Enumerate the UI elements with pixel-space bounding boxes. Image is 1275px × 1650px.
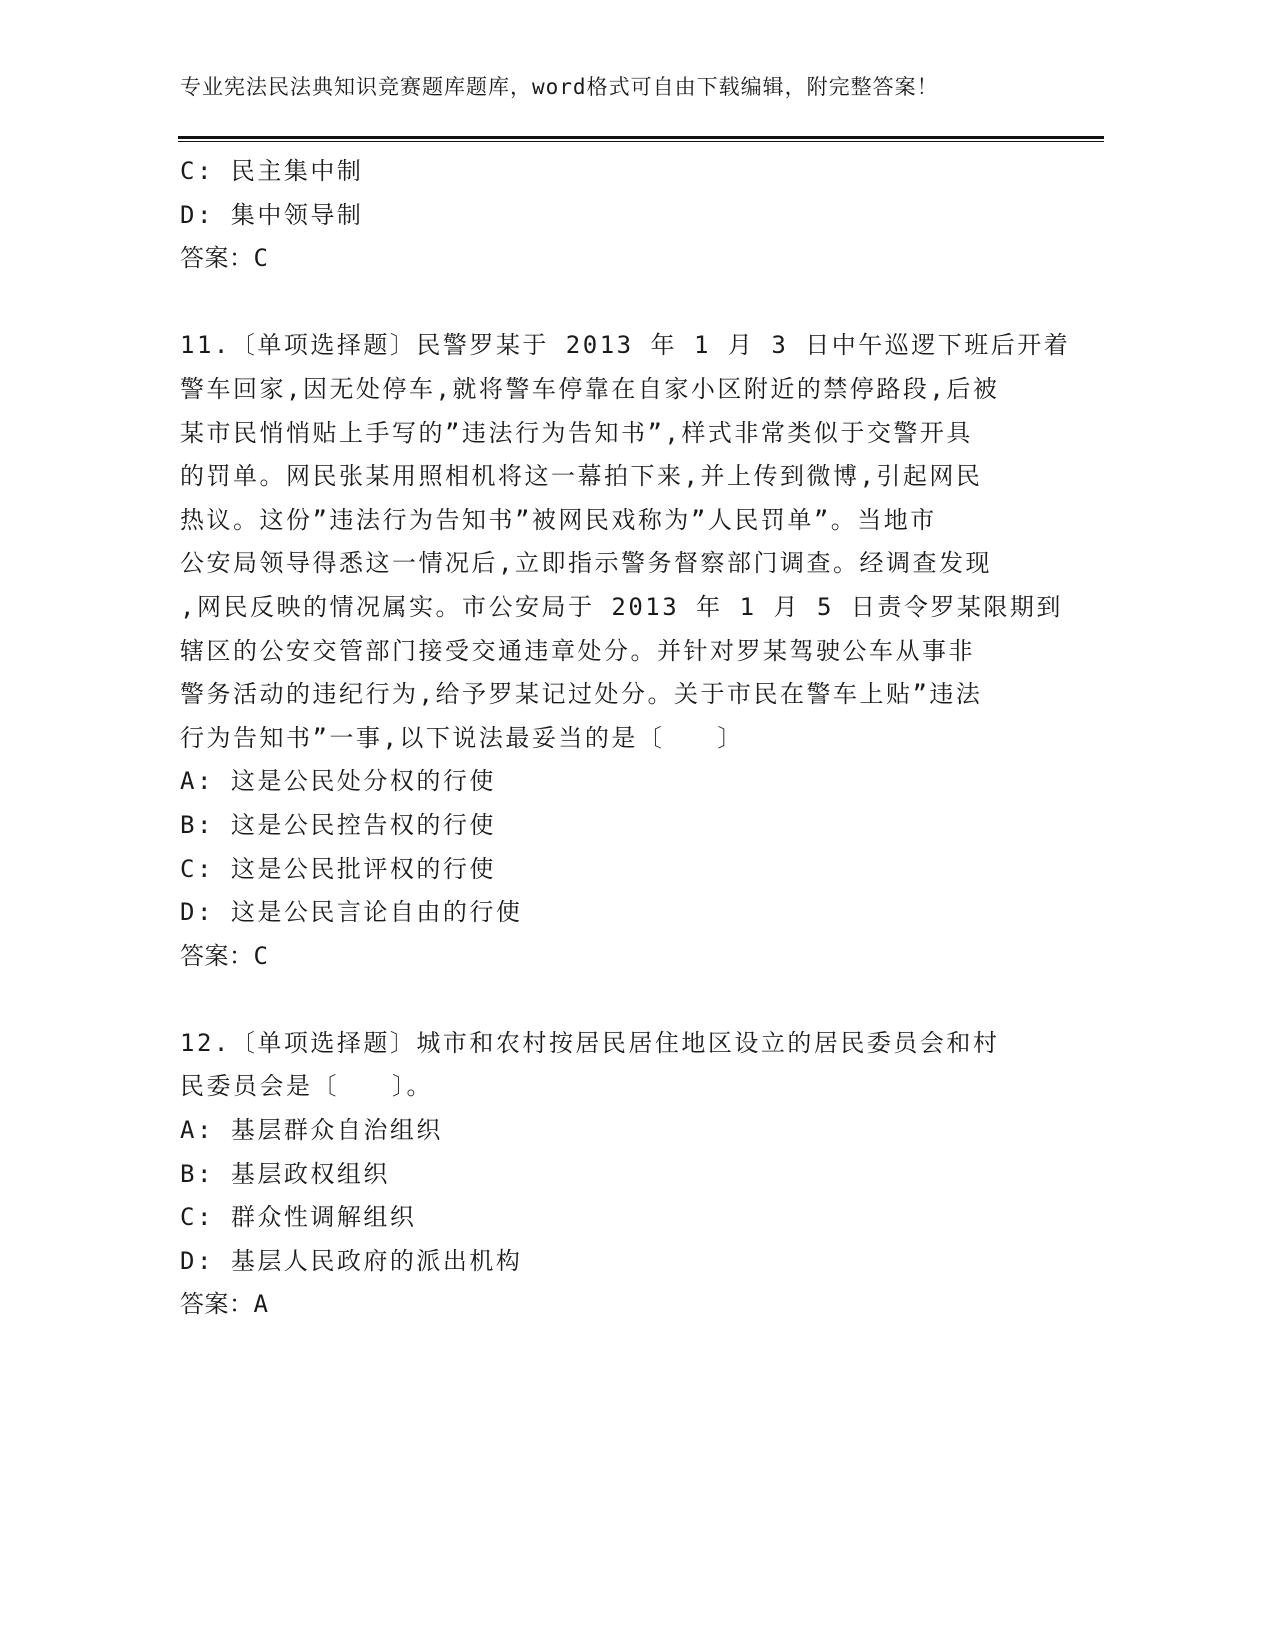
- question-stem-line: 公安局领导得悉这一情况后,立即指示警务督察部门调查。经调查发现: [180, 549, 992, 578]
- question-12: [180, 1022, 1040, 1327]
- question-stem-line: 热议。这份”违法行为告知书”被网民戏称为”人民罚单”。当地市: [180, 505, 937, 534]
- question-stem-line: 12.〔单项选择题〕城市和农村按居民居住地区设立的居民委员会和村: [180, 1028, 1000, 1057]
- option-d: D: 基层人民政府的派出机构: [180, 1246, 523, 1275]
- spacer: [180, 281, 1040, 325]
- answer-line: 答案：A: [180, 1290, 269, 1319]
- option-d: D: 这是公民言论自由的行使: [180, 898, 523, 927]
- question-stem-line: 警车回家,因无处停车,就将警车停靠在自家小区附近的禁停路段,后被: [180, 374, 1000, 403]
- page-header: 专业宪法民法典知识竞赛题库题库，word格式可自由下载编辑，附完整答案！: [180, 75, 939, 99]
- header-divider: [178, 136, 1104, 142]
- question-stem-line: 民委员会是〔 〕。: [180, 1072, 433, 1101]
- option-c: C: 群众性调解组织: [180, 1203, 417, 1232]
- document-body: [180, 150, 1071, 1327]
- question-stem-line: 警务活动的违纪行为,给予罗某记过处分。关于市民在警车上贴”违法: [180, 680, 983, 709]
- question-stem-line: 某市民悄悄贴上手写的”违法行为告知书”,样式非常类似于交警开具: [180, 418, 973, 447]
- question-stem-line: 辖区的公安交管部门接受交通违章处分。并针对罗某驾驶公车从事非: [180, 636, 975, 665]
- question-stem-line: ,网民反映的情况属实。市公安局于 2013 年 1 月 5 日责令罗某限期到: [180, 592, 1063, 621]
- option-a: A: 基层群众自治组织: [180, 1116, 443, 1145]
- option-d: D: 集中领导制: [180, 200, 364, 229]
- answer-line: 答案：C: [180, 244, 269, 273]
- question-11: [180, 324, 1071, 978]
- option-b: B: 基层政权组织: [180, 1159, 390, 1188]
- question-stem-line: 11.〔单项选择题〕民警罗某于 2013 年 1 月 3 日中午巡逻下班后开着: [180, 331, 1071, 360]
- spacer: [180, 978, 1040, 1022]
- question-stem-line: 行为告知书”一事,以下说法最妥当的是〔 〕: [180, 723, 744, 752]
- question-stem-line: 的罚单。网民张某用照相机将这一幕拍下来,并上传到微博,引起网民: [180, 462, 983, 491]
- option-c: C: 这是公民批评权的行使: [180, 854, 496, 883]
- option-a: A: 这是公民处分权的行使: [180, 767, 496, 796]
- option-b: B: 这是公民控告权的行使: [180, 810, 496, 839]
- option-c: C: 民主集中制: [180, 157, 364, 185]
- answer-line: 答案：C: [180, 941, 269, 970]
